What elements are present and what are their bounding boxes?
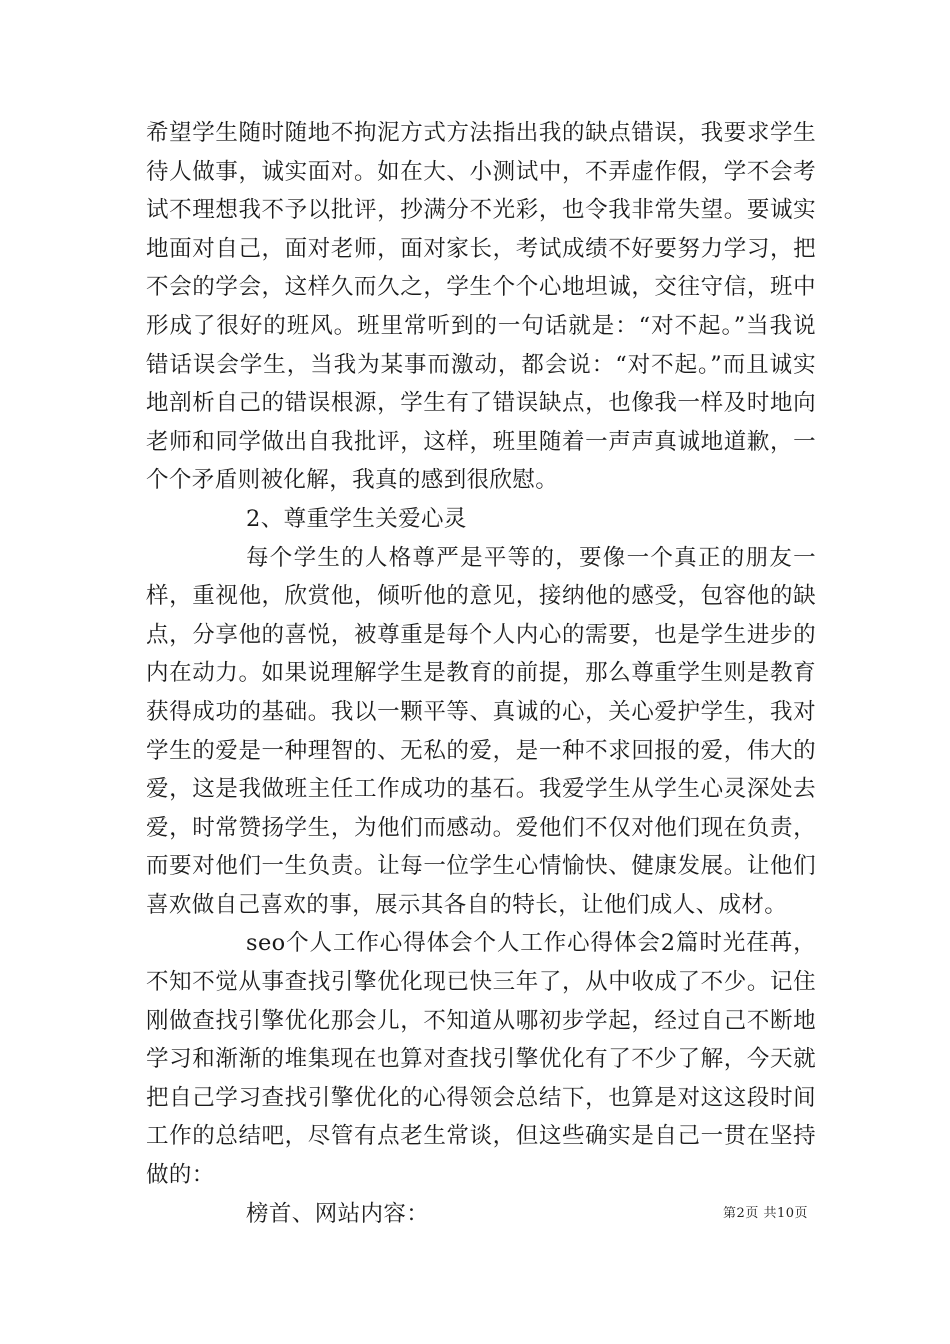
- page-number-footer: 第2页 共10页: [723, 1206, 808, 1221]
- section-heading-respect: 2、尊重学生关爱心灵: [246, 505, 467, 532]
- document-body: [146, 114, 816, 1233]
- paragraph-seo: seo个人工作心得体会个人工作心得体会2篇时光荏苒，不知不觉从事查找引擎优化现已快三年了，从中收成了不少。记住刚做查找引擎优化那会儿，不知道从哪初步学起，经过自己不断地学习和渐渐的堆集现在也算对查找引擎优化有了不少了解，今天就把自己学习查找引擎优化的心得领会总结下，也算是对这这段时间工作的总结吧，尽管有点老生常谈，但这些确实是自己一贯在坚持做的：: [146, 930, 816, 1189]
- paragraph-honesty: 希望学生随时随地不拘泥方式方法指出我的缺点错误，我要求学生待人做事，诚实面对。如在大、小测试中，不弄虚作假，学不会考试不理想我不予以批评，抄满分不光彩，也令我非常失望。要诚实地面对自己，面对老师，面对家长，考试成绩不好要努力学习，把不会的学会，这样久而久之，学生个个心地坦诚，交往守信，班中形成了很好的班风。班里常听到的一句话就是：“对不起。”当我说错话误会学生，当我为某事而激动，都会说：“对不起。”而且诚实地剖析自己的错误根源，学生有了错误缺点，也像我一样及时地向老师和同学做出自我批评，这样，班里随着一声声真诚地道歉，一个个矛盾则被化解，我真的感到很欣慰。: [146, 120, 816, 494]
- section-heading-content: 榜首、网站内容：: [246, 1200, 430, 1227]
- paragraph-respect: 每个学生的人格尊严是平等的，要像一个真正的朋友一样，重视他，欣赏他，倾听他的意见，接纳他的感受，包容他的缺点，分享他的喜悦，被尊重是每个人内心的需要，也是学生进步的内在动力。如果说理解学生是教育的前提，那么尊重学生则是教育获得成功的基础。我以一颗平等、真诚的心，关心爱护学生，我对学生的爱是一种理智的、无私的爱，是一种不求回报的爱，伟大的爱，这是我做班主任工作成功的基石。我爱学生从学生心灵深处去爱，时常赞扬学生，为他们而感动。爱他们不仅对他们现在负责，而要对他们一生负责。让每一位学生心情愉快、健康发展。让他们喜欢做自己喜欢的事，展示其各自的特长，让他们成人、成材。: [146, 544, 816, 918]
